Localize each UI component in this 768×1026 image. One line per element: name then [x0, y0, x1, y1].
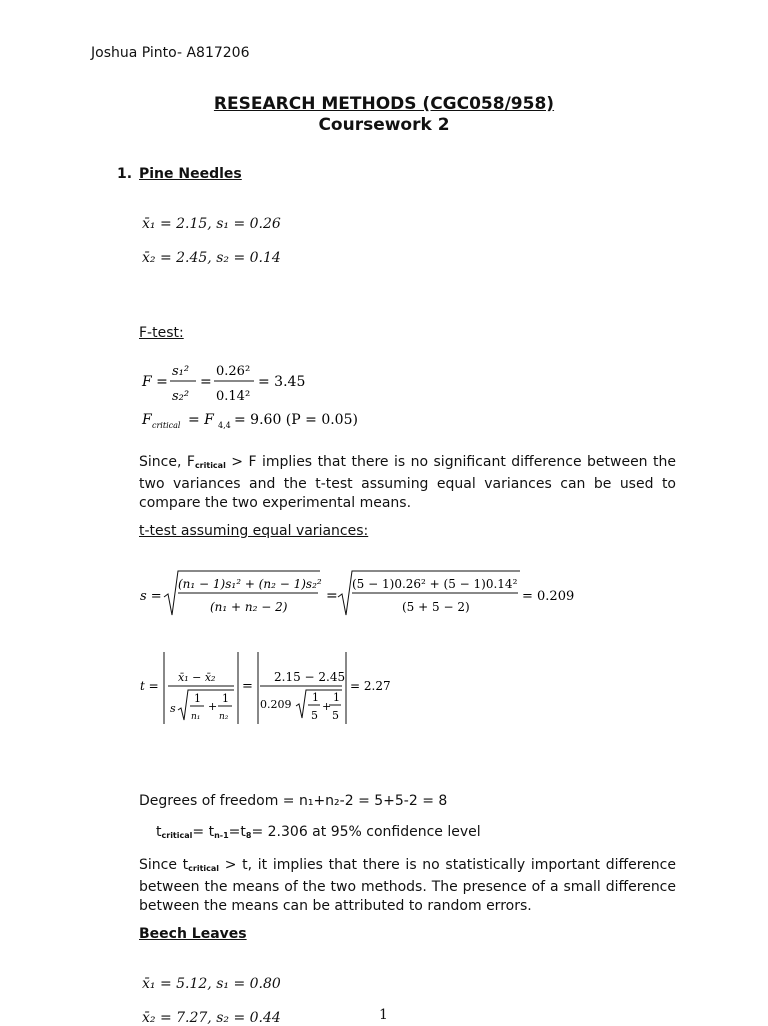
t-eq-num-sym: x̄₁ − x̄₂ — [178, 671, 216, 684]
tcrit-text2: =t — [228, 824, 246, 840]
t-eq-num: 2.15 − 2.45 — [274, 670, 346, 684]
fcrit-mid: = F — [188, 412, 214, 428]
t-eq-five-a: 5 — [311, 709, 318, 722]
t-eq-n1: n₁ — [191, 712, 201, 722]
fcrit-lhs: F — [142, 412, 152, 428]
t-equation — [138, 650, 438, 726]
s-eq-den-sym: (n₁ + n₂ − 2) — [210, 600, 288, 614]
beech-data-line-2: x̄₂ = 7.27, s₂ = 0.44 — [142, 1010, 281, 1026]
svg-text:+: + — [208, 700, 218, 713]
pine-data-line-1: x̄₁ = 2.15, s₁ = 0.26 — [142, 216, 281, 232]
ftest-label: F-test: — [139, 325, 184, 341]
f-eq-num: 0.26² — [216, 364, 251, 379]
t-eq-result: = 2.27 — [350, 679, 391, 693]
t-eq-n2: n₂ — [219, 712, 229, 722]
s-eq-result: = 0.209 — [522, 589, 575, 604]
s-eq-den: (5 + 5 − 2) — [402, 600, 470, 614]
t-eq-one-c: 1 — [312, 691, 319, 704]
conclusion-sub: critical — [188, 864, 220, 873]
svg-text:=: = — [200, 374, 212, 390]
fcrit-sub: critical — [194, 461, 226, 470]
f-eq-den: 0.14² — [216, 389, 251, 404]
s-eq-num: (5 − 1)0.26² + (5 − 1)0.14² — [352, 577, 518, 591]
conclusion-paragraph — [139, 856, 676, 916]
t-eq-one-a: 1 — [194, 692, 201, 705]
fcrit-lhs-sub: critical — [152, 421, 181, 430]
svg-text:=: = — [242, 679, 253, 694]
pine-data-line-2: x̄₂ = 2.45, s₂ = 0.14 — [142, 250, 281, 266]
section-heading-pine-needles: Pine Needles — [139, 166, 242, 182]
fcrit-prefix: Since, F — [139, 454, 195, 470]
t-eq-one-d: 1 — [333, 691, 340, 704]
tcrit-sub3: 8 — [245, 831, 252, 840]
f-eq-result: = 3.45 — [258, 374, 306, 390]
f-eq-lhs: F = — [142, 374, 168, 390]
degrees-of-freedom: Degrees of freedom = n₁+n₂-2 = 5+5-2 = 8 — [139, 793, 448, 809]
conclusion-prefix: Since t — [139, 857, 189, 873]
page-number: 1 — [379, 1007, 388, 1023]
t-eq-sval: 0.209 — [260, 698, 292, 711]
section-number: 1. — [117, 166, 133, 182]
fcrit-text: > F implies that there is no significant difference between the two variances and the t-test assuming equal variances can be used to compare the two experimental means. — [139, 454, 676, 511]
author-line: Joshua Pinto- A817206 — [91, 45, 250, 61]
t-eq-lhs: t = — [140, 679, 159, 693]
ttest-label: t-test assuming equal variances: — [139, 523, 369, 539]
fcrit-rhs: = 9.60 (P = 0.05) — [234, 412, 358, 428]
s-eq-lhs: s = — [140, 589, 162, 604]
f-equation — [138, 355, 458, 435]
t-eq-five-b: 5 — [332, 709, 339, 722]
svg-text:=: = — [326, 588, 338, 604]
tcrit-text3: = 2.306 at 95% confidence level — [251, 824, 481, 840]
document-subtitle: Coursework 2 — [318, 115, 450, 135]
tcrit-line — [156, 824, 481, 840]
section-heading-beech-leaves: Beech Leaves — [139, 926, 247, 942]
t-eq-s: s — [170, 702, 176, 715]
beech-data-line-1: x̄₁ = 5.12, s₁ = 0.80 — [142, 976, 281, 992]
t-eq-one-b: 1 — [222, 692, 229, 705]
svg-text:+: + — [322, 700, 332, 713]
tcrit-text: = t — [192, 824, 215, 840]
fcrit-paragraph — [139, 453, 676, 513]
conclusion-text: > t, it implies that there is no statistically important difference between the means of the two methods. The presence of a small difference between the means can be attributed to random errors. — [139, 857, 676, 914]
fcrit-mid-sub: 4,4 — [218, 421, 231, 430]
document-title: RESEARCH METHODS (CGC058/958) — [213, 94, 555, 114]
f-eq-s2: s₂² — [172, 389, 190, 404]
s-eq-num-sym: (n₁ − 1)s₁² + (n₂ − 1)s₂² — [178, 577, 322, 591]
tcrit-sub: critical — [161, 831, 193, 840]
tcrit-prefix: t — [156, 824, 162, 840]
tcrit-sub2: n-1 — [214, 831, 229, 840]
s-equation — [138, 565, 608, 625]
f-eq-s1: s₁² — [172, 364, 190, 379]
